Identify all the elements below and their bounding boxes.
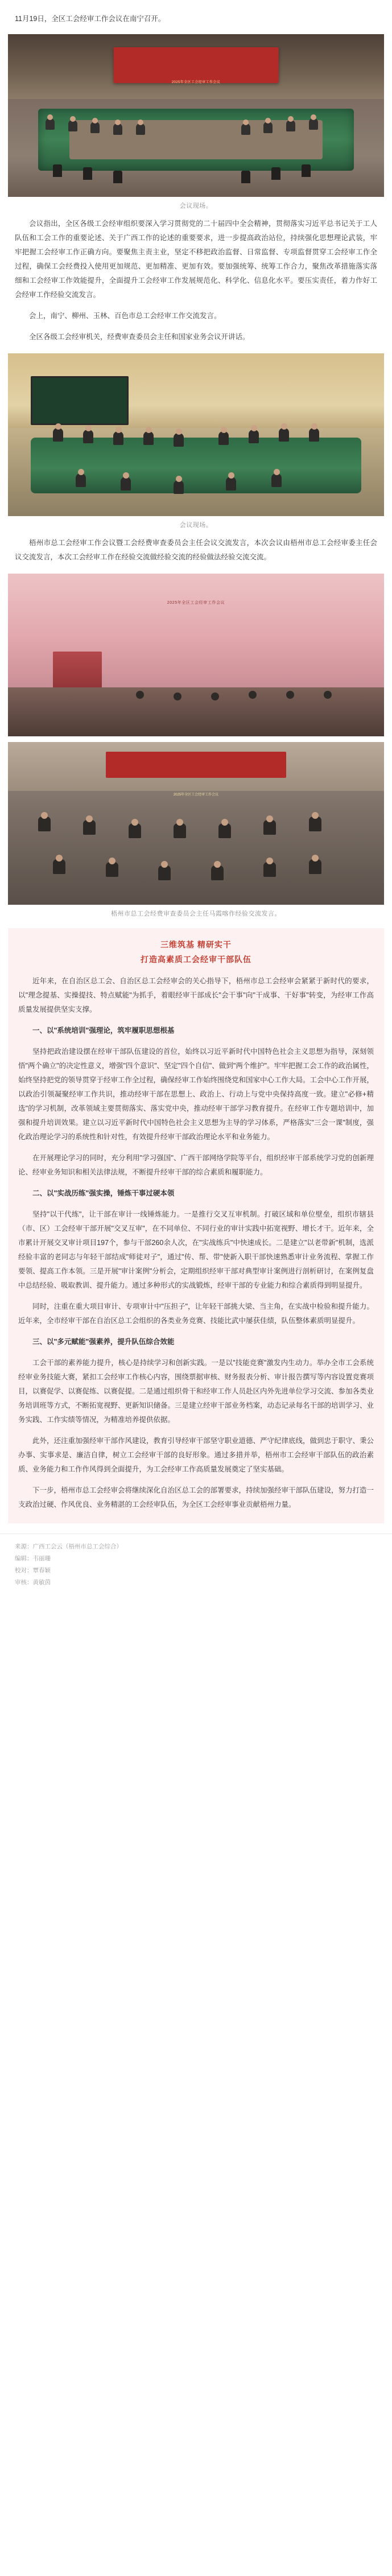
highlight-section-1-body-2: 在开展理论学习的同时，充分利用"学习强国"、广西干部网络学院等平台，组织经审干部系统学习党的创新理论、经审业务知识和相关法律法规，不断提升经审干部的综合素质和履职能力。 — [18, 1153, 374, 1176]
figure-3 — [8, 574, 384, 736]
figure-3-caption: 梧州市总工会经费审查委员会主任马霞喀作经验交流发言。 — [111, 910, 281, 917]
figure-2 — [8, 353, 384, 531]
highlight-section-2-head: 二、以"实战历练"强实操，锤炼干事过硬本领 — [32, 1189, 175, 1197]
highlight-section-3-body: 工会干部的素养能力提升，核心是持续学习和创新实践。一是以"技能竞赛"激发内生动力。举办全市工会系统经审业务技能大赛，紧扣工会经审工作核心内容，围绕票据审核、财务报表分析、审计报告撰写等内容设置竞赛项目，以赛促学、以赛促练、以赛促提。二是通过组织骨干和经审工作人员赴区内外先进单位学习交流、参加各类业务培训班等方式，不断拓宽视野、更新知识储备。三是建立经审干部业务档案，动态记录每名干部的培训学习、业务实践、工作实绩等情况，为精准培养提供依据。 — [18, 1358, 374, 1424]
article-paragraph-1: 会议指出，全区各级工会经审组织要深入学习贯彻党的二十届四中全会精神，贯彻落实习近平总书记关于工人队伍和工会工作的重要论述、关于广西工作的论述的重要要求，进一步提高政治站位，持续强化思想理论武装，牢牢把握工会经审工作正确方向。要聚焦主责主业，坚定不移把政治监督、日常监督、专项监督贯穿工会经审工作全过程，确保工会经费投入使用更加规范、更加精准、更加有效。要加强统筹、统筹工作合力，聚焦改革措施落实落细和工会经审工作效能提升，全面提升工会经审工作发展规范化、科学化、信息化水平。要压实责任，着力作好工会经审工作经验交流发言。 — [15, 219, 377, 299]
figure-4 — [8, 742, 384, 920]
article-paragraph-3: 全区各级工会经审机关，经费审查委员会主任和国家业务会议开讲话。 — [29, 332, 250, 341]
highlight-title-line-2: 打造高素质工会经审干部队伍 — [141, 955, 251, 965]
footer-source: 来源：广西工会云（梧州市总工会综合） — [15, 1543, 122, 1550]
article-paragraph-2: 会上，南宁、柳州、玉林、百色市总工会经审工作交流发言。 — [29, 311, 221, 320]
figure-1 — [8, 34, 384, 212]
footer-proofreader: 校对：覃春颖 — [15, 1567, 51, 1574]
footer-reviewer: 审核：黄敏茵 — [15, 1578, 51, 1586]
hall-banner-text: 2025年全区工会经审工作会议 — [173, 793, 219, 797]
highlight-section-3-head: 三、以"多元赋能"强素养，提升队伍综合效能 — [32, 1337, 175, 1346]
highlight-box — [8, 928, 384, 1523]
meeting-photo-3 — [8, 574, 384, 736]
highlight-section-3-body-2: 此外，还注重加强经审干部作风建设，教育引导经审干部坚守职业道德、严守纪律底线，做到忠于职守、秉公办事、实事求是、廉洁自律，树立工会经审干部的良好形象。通过多措并举，梧州市工会经审干部队伍的政治素质、业务能力和工作作风得到全面提升，为工会经审工作高质量发展奠定了坚实基础。 — [18, 1436, 374, 1473]
highlight-intro: 近年来，在自治区总工会、自治区总工会经审会的关心指导下，梧州市总工会经审会紧紧于新时代的要求，以"理念提基、实操提技、特点赋能"为抓手，着眼经审干部成长"会干事"向"干成事、干好事"转变，为经审工作高质量发展提供坚实支撑。 — [18, 976, 374, 1013]
stage-backdrop-text: 2025年全区工会经审工作会议 — [167, 600, 225, 605]
article-lead: 11月19日，全区工会经审工作会议在南宁召开。 — [15, 15, 166, 23]
projection-screen — [31, 376, 129, 425]
highlight-title-line-1: 三维筑基 精研实干 — [160, 939, 232, 949]
figure-1-caption: 会议现场。 — [179, 202, 213, 209]
highlight-section-1-head: 一、以"系统培训"强理论，筑牢履职思想根基 — [32, 1026, 175, 1034]
meeting-photo-2 — [8, 353, 384, 516]
conference-table — [38, 109, 354, 171]
meeting-photo-1 — [8, 34, 384, 197]
figure-2-caption: 会议现场。 — [179, 521, 213, 529]
article-paragraph-4: 梧州市总工会经审工作会议暨工会经费审查委员会主任会议交流发言，本次会议由梧州市总工会经审委主任会议交流发言，本次工会经审工作在经验交流做经验交流的经验做法经验交流交流。 — [15, 538, 377, 561]
meeting-photo-4 — [8, 742, 384, 905]
article-footer — [0, 1534, 392, 1606]
stage-banner-text: 2025年全区工会经审工作会议 — [171, 80, 221, 84]
stage-banner — [113, 47, 279, 83]
hall-banner — [106, 752, 286, 797]
highlight-section-1-body: 坚持把政治建设摆在经审干部队伍建设的首位，始终以习近平新时代中国特色社会主义思想为指导，深刻领悟"两个确立"的决定性意义，增强"四个意识"、坚定"四个自信"、做到"两个维护"。牢牢把握工会工作的政治属性，始终坚持把党的领导贯穿于经审工作全过程，确保经审工作始终围绕党和国家中心工作大局。工会中心工作开展，以政治引领凝聚经审工作共识，推动经审干部在思想上、政治上、行动上与党中央保持高度一致。建立"必修+精选"的学习机制，改革领域主要贯彻落实、落实党中央，推动经审干部学习教育提升。在经审工作专题培训中，加强和提升培训效果。建立以习近平新时代中国特色社会主义思想为主导的学习体系，严格落实"三会一课"制度，强化政治理论学习的系统性和针对性，有效提升经审干部政治理论水平和业务能力。 — [18, 1047, 374, 1141]
footer-editor: 编辑：韦丽珊 — [15, 1555, 51, 1562]
highlight-section-2-body-2: 同时，注重在重大项目审计、专项审计中"压担子"，让年轻干部挑大梁、当主角，在实战中检验和提升能力。近年来，全市经审干部在自治区总工会组织的各类业务竞赛、技能比武中屡获佳绩，队伍整体素质明显提升。 — [18, 1302, 374, 1325]
highlight-section-3-body-3: 下一步，梧州市总工会经审会将继续深化自治区总工会的部署要求，持续加强经审干部队伍建设，努力打造一支政治过硬、作风优良、业务精湛的工会经审队伍，为全区工会经审事业贡献梧州力量。 — [18, 1486, 374, 1508]
highlight-section-2-body: 坚持"以干代练"，让干部在审计一线锤炼能力。一是推行交叉互审机制。打破区域和单位壁垒，组织市辖县（市、区）工会经审干部开展"交叉互审"，在不同单位、不同行业的审计实践中拓宽视野、增长才干。近年来，全市累计开展交叉审计项目197个，参与干部260余人次，在"实战练兵"中快速成长。二是建立"以老带新"机制，选派经验丰富的老同志与年轻干部结成"师徒对子"，通过"传、帮、带"使新入职干部快速熟悉审计业务流程、掌握工作要领、提高工作本领。三是开展"审计案例"分析会，定期组织经审干部对典型审计案例进行剖析研讨，在案例复盘中总结经验、吸取教训、提升能力。通过多种形式的实战锻炼，经审干部的专业能力和综合素质得到明显提升。 — [18, 1210, 374, 1289]
